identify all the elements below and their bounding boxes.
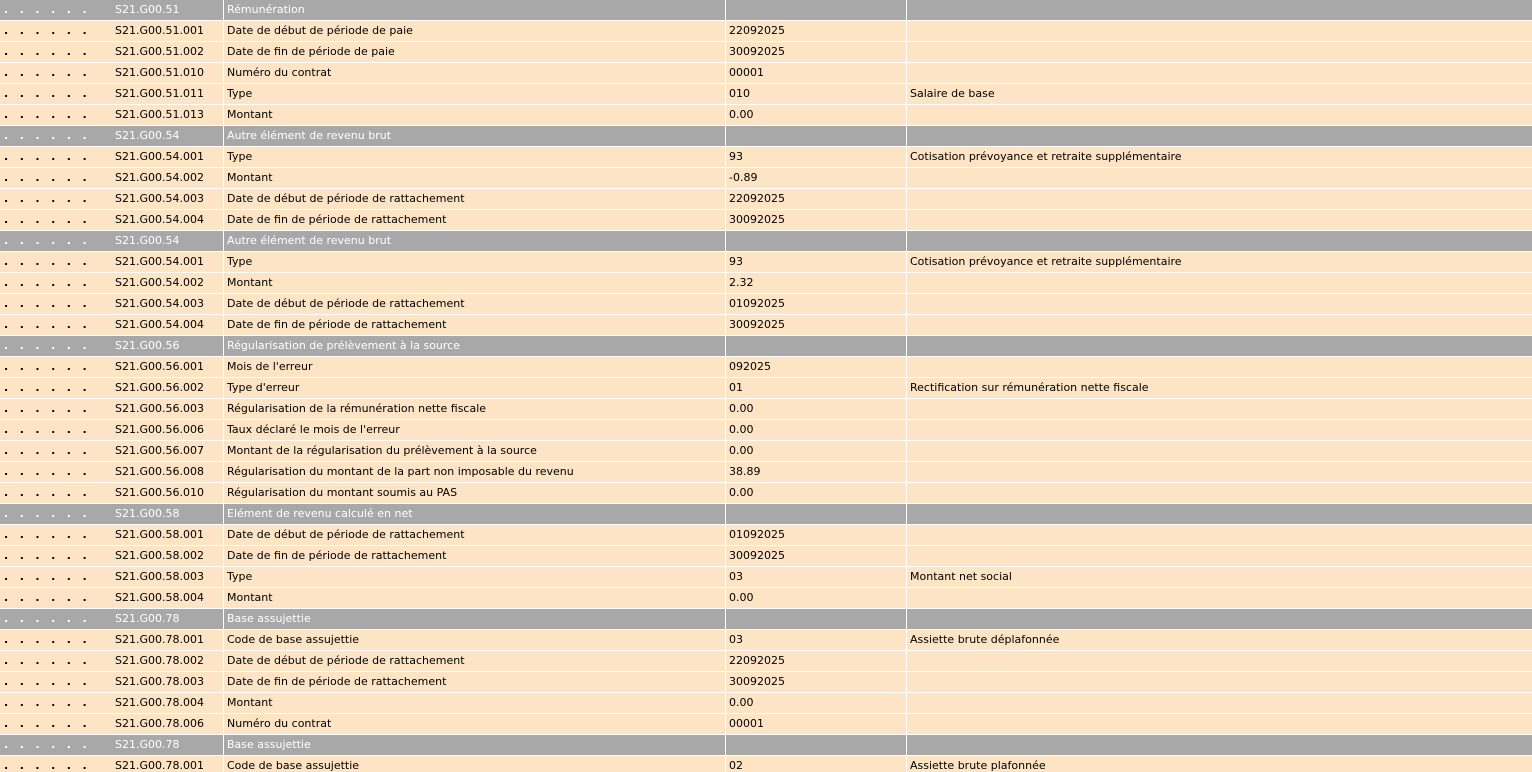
rubric-label: Type	[223, 567, 725, 587]
rubric-value-description	[906, 504, 1532, 524]
row-level-dots: . . . . . .	[4, 654, 87, 667]
rubric-code: S21.G00.56.006	[115, 423, 204, 436]
rubric-code: S21.G00.54	[115, 129, 180, 142]
rubric-code: S21.G00.54.001	[115, 150, 204, 163]
rubric-label: Rémunération	[223, 0, 725, 20]
rubric-value-description	[906, 735, 1532, 755]
row-level-dots: . . . . . .	[4, 549, 87, 562]
group-header-row[interactable]	[0, 504, 1532, 524]
table-row[interactable]	[0, 630, 1532, 650]
rubric-label: Mois de l'erreur	[223, 357, 725, 377]
rubric-value: 092025	[725, 357, 906, 377]
rubric-value-description: Cotisation prévoyance et retraite supplémentaire	[906, 252, 1532, 272]
rubric-value: 22092025	[725, 21, 906, 41]
rubric-label: Montant	[223, 168, 725, 188]
row-level-dots: . . . . . .	[4, 276, 87, 289]
row-level-dots: . . . . . .	[4, 570, 87, 583]
rubric-label: Date de début de période de rattachement	[223, 651, 725, 671]
table-row[interactable]	[0, 483, 1532, 503]
row-level-dots: . . . . . .	[4, 675, 87, 688]
table-row[interactable]	[0, 210, 1532, 230]
rubric-value: 01	[725, 378, 906, 398]
rubric-code: S21.G00.54.002	[115, 171, 204, 184]
rubric-code: S21.G00.51.013	[115, 108, 204, 121]
rubric-label: Code de base assujettie	[223, 630, 725, 650]
rubric-code: S21.G00.58.004	[115, 591, 204, 604]
table-row[interactable]	[0, 84, 1532, 104]
rubric-label: Montant	[223, 273, 725, 293]
rubric-label: Date de fin de période de rattachement	[223, 546, 725, 566]
rubric-code: S21.G00.56.003	[115, 402, 204, 415]
rubric-code: S21.G00.51.011	[115, 87, 204, 100]
rubric-label: Montant	[223, 588, 725, 608]
table-row[interactable]	[0, 420, 1532, 440]
row-level-dots: . . . . . .	[4, 129, 87, 142]
table-row[interactable]	[0, 273, 1532, 293]
rubric-value: 0.00	[725, 588, 906, 608]
rubric-value-description	[906, 714, 1532, 734]
rubric-label: Régularisation du montant de la part non imposable du revenu	[223, 462, 725, 482]
table-row[interactable]	[0, 378, 1532, 398]
table-row[interactable]	[0, 63, 1532, 83]
rubric-value: 0.00	[725, 693, 906, 713]
table-row[interactable]	[0, 21, 1532, 41]
rubric-value-description	[906, 126, 1532, 146]
rubric-code: S21.G00.54.001	[115, 255, 204, 268]
rubric-label: Code de base assujettie	[223, 756, 725, 772]
rubric-code: S21.G00.54	[115, 234, 180, 247]
rubric-label: Régularisation de la rémunération nette fiscale	[223, 399, 725, 419]
rubric-value-description	[906, 210, 1532, 230]
rubric-value	[725, 0, 906, 20]
row-level-dots: . . . . . .	[4, 24, 87, 37]
rubric-code: S21.G00.78.003	[115, 675, 204, 688]
table-row[interactable]	[0, 462, 1532, 482]
table-row[interactable]	[0, 441, 1532, 461]
rubric-code: S21.G00.51.002	[115, 45, 204, 58]
rubric-code: S21.G00.56	[115, 339, 180, 352]
rubric-value-description	[906, 693, 1532, 713]
rubric-value	[725, 735, 906, 755]
row-level-dots: . . . . . .	[4, 150, 87, 163]
row-level-dots: . . . . . .	[4, 318, 87, 331]
rubric-value: 30092025	[725, 210, 906, 230]
rubric-value: 38.89	[725, 462, 906, 482]
row-level-dots: . . . . . .	[4, 759, 87, 772]
row-level-dots: . . . . . .	[4, 402, 87, 415]
rubric-label: Type d'erreur	[223, 378, 725, 398]
row-level-dots: . . . . . .	[4, 633, 87, 646]
row-level-dots: . . . . . .	[4, 360, 87, 373]
row-level-dots: . . . . . .	[4, 3, 87, 16]
rubric-label: Type	[223, 252, 725, 272]
row-level-dots: . . . . . .	[4, 591, 87, 604]
rubric-label: Autre élément de revenu brut	[223, 126, 725, 146]
rubric-value-description	[906, 651, 1532, 671]
rubric-value-description	[906, 399, 1532, 419]
rubric-label: Régularisation de prélèvement à la source	[223, 336, 725, 356]
rubric-value: 010	[725, 84, 906, 104]
rubric-value	[725, 126, 906, 146]
rubric-value-description	[906, 21, 1532, 41]
rubric-code: S21.G00.78	[115, 738, 180, 751]
rubric-value-description	[906, 273, 1532, 293]
rubric-value: 03	[725, 567, 906, 587]
row-level-dots: . . . . . .	[4, 213, 87, 226]
row-level-dots: . . . . . .	[4, 738, 87, 751]
rubric-value	[725, 504, 906, 524]
row-level-dots: . . . . . .	[4, 486, 87, 499]
rubric-value: -0.89	[725, 168, 906, 188]
rubric-code: S21.G00.51.010	[115, 66, 204, 79]
table-row[interactable]	[0, 693, 1532, 713]
rubric-label: Date de début de période de rattachement	[223, 294, 725, 314]
rubric-code: S21.G00.51	[115, 3, 180, 16]
rubric-label: Date de fin de période de rattachement	[223, 672, 725, 692]
rubric-label: Numéro du contrat	[223, 63, 725, 83]
rubric-code: S21.G00.51.001	[115, 24, 204, 37]
rubric-value-description: Assiette brute déplafonnée	[906, 630, 1532, 650]
rubric-code: S21.G00.78.001	[115, 633, 204, 646]
table-row[interactable]	[0, 315, 1532, 335]
rubric-value-description: Salaire de base	[906, 84, 1532, 104]
rubric-value: 0.00	[725, 420, 906, 440]
rubric-code: S21.G00.54.003	[115, 297, 204, 310]
group-header-row[interactable]	[0, 609, 1532, 629]
group-header-row[interactable]	[0, 0, 1532, 20]
row-level-dots: . . . . . .	[4, 423, 87, 436]
rubric-value: 0.00	[725, 441, 906, 461]
row-level-dots: . . . . . .	[4, 255, 87, 268]
table-row[interactable]	[0, 42, 1532, 62]
rubric-code: S21.G00.56.010	[115, 486, 204, 499]
rubric-value-description	[906, 546, 1532, 566]
table-row[interactable]	[0, 105, 1532, 125]
rubric-value-description	[906, 441, 1532, 461]
rubric-code: S21.G00.54.004	[115, 213, 204, 226]
rubric-value: 30092025	[725, 315, 906, 335]
table-row[interactable]	[0, 567, 1532, 587]
table-row[interactable]	[0, 189, 1532, 209]
row-level-dots: . . . . . .	[4, 66, 87, 79]
rubric-value-description: Montant net social	[906, 567, 1532, 587]
table-row[interactable]	[0, 147, 1532, 167]
rubric-value-description	[906, 315, 1532, 335]
rubric-label: Date de début de période de paie	[223, 21, 725, 41]
row-level-dots: . . . . . .	[4, 717, 87, 730]
rubric-value: 0.00	[725, 105, 906, 125]
rubric-label: Type	[223, 84, 725, 104]
rubric-value-description	[906, 462, 1532, 482]
group-header-row[interactable]	[0, 231, 1532, 251]
rubric-label: Elément de revenu calculé en net	[223, 504, 725, 524]
table-row[interactable]	[0, 357, 1532, 377]
rubric-value: 30092025	[725, 546, 906, 566]
rubric-value-description: Rectification sur rémunération nette fiscale	[906, 378, 1532, 398]
rubric-label: Date de début de période de rattachement	[223, 525, 725, 545]
table-row[interactable]	[0, 525, 1532, 545]
rubric-label: Date de fin de période de paie	[223, 42, 725, 62]
table-row[interactable]	[0, 672, 1532, 692]
rubric-label: Numéro du contrat	[223, 714, 725, 734]
rubric-code: S21.G00.78.006	[115, 717, 204, 730]
row-level-dots: . . . . . .	[4, 339, 87, 352]
rubric-label: Date de fin de période de rattachement	[223, 210, 725, 230]
rubric-value	[725, 336, 906, 356]
rubric-value: 30092025	[725, 672, 906, 692]
rubric-value-description: Cotisation prévoyance et retraite supplémentaire	[906, 147, 1532, 167]
row-level-dots: . . . . . .	[4, 612, 87, 625]
table-row[interactable]	[0, 546, 1532, 566]
rubric-value: 00001	[725, 714, 906, 734]
rubric-value: 2.32	[725, 273, 906, 293]
rubric-code: S21.G00.78	[115, 612, 180, 625]
row-level-dots: . . . . . .	[4, 297, 87, 310]
row-level-dots: . . . . . .	[4, 696, 87, 709]
row-level-dots: . . . . . .	[4, 234, 87, 247]
rubric-code: S21.G00.56.008	[115, 465, 204, 478]
rubric-value: 00001	[725, 63, 906, 83]
row-level-dots: . . . . . .	[4, 444, 87, 457]
rubric-label: Taux déclaré le mois de l'erreur	[223, 420, 725, 440]
rubric-code: S21.G00.78.001	[115, 759, 204, 772]
rubric-label: Base assujettie	[223, 735, 725, 755]
rubric-value-description	[906, 672, 1532, 692]
rubric-label: Régularisation du montant soumis au PAS	[223, 483, 725, 503]
rubric-value: 01092025	[725, 525, 906, 545]
rubric-value: 02	[725, 756, 906, 772]
table-row[interactable]	[0, 399, 1532, 419]
table-row[interactable]	[0, 294, 1532, 314]
rubric-value-description	[906, 63, 1532, 83]
rubric-value-description	[906, 357, 1532, 377]
row-level-dots: . . . . . .	[4, 528, 87, 541]
rubric-code: S21.G00.58	[115, 507, 180, 520]
rubric-value: 93	[725, 252, 906, 272]
rubric-value-description	[906, 0, 1532, 20]
rubric-value-description	[906, 525, 1532, 545]
rubric-value: 0.00	[725, 399, 906, 419]
rubric-value-description	[906, 105, 1532, 125]
rubric-value-description	[906, 420, 1532, 440]
row-level-dots: . . . . . .	[4, 192, 87, 205]
rubric-code: S21.G00.78.002	[115, 654, 204, 667]
row-level-dots: . . . . . .	[4, 108, 87, 121]
row-level-dots: . . . . . .	[4, 87, 87, 100]
rubric-value-description	[906, 231, 1532, 251]
rubric-label: Date de fin de période de rattachement	[223, 315, 725, 335]
rubric-code: S21.G00.78.004	[115, 696, 204, 709]
table-row[interactable]	[0, 252, 1532, 272]
rubric-code: S21.G00.58.002	[115, 549, 204, 562]
rubric-value: 22092025	[725, 189, 906, 209]
rubric-label: Autre élément de revenu brut	[223, 231, 725, 251]
row-level-dots: . . . . . .	[4, 171, 87, 184]
rubric-code: S21.G00.54.003	[115, 192, 204, 205]
rubric-label: Base assujettie	[223, 609, 725, 629]
table-row[interactable]	[0, 714, 1532, 734]
rubric-value	[725, 609, 906, 629]
table-row[interactable]	[0, 588, 1532, 608]
rubric-value-description	[906, 42, 1532, 62]
rubric-value-description	[906, 189, 1532, 209]
rubric-code: S21.G00.56.007	[115, 444, 204, 457]
group-header-row[interactable]	[0, 735, 1532, 755]
rubric-code: S21.G00.56.002	[115, 381, 204, 394]
table-row[interactable]	[0, 756, 1532, 772]
rubric-label: Montant	[223, 693, 725, 713]
rubric-value-description	[906, 294, 1532, 314]
rubric-value-description	[906, 588, 1532, 608]
group-header-row[interactable]	[0, 126, 1532, 146]
rubric-value-description	[906, 609, 1532, 629]
rubric-value-description: Assiette brute plafonnée	[906, 756, 1532, 772]
rubric-value: 93	[725, 147, 906, 167]
rubric-value: 01092025	[725, 294, 906, 314]
table-row[interactable]	[0, 651, 1532, 671]
rubric-label: Montant	[223, 105, 725, 125]
row-level-dots: . . . . . .	[4, 381, 87, 394]
rubric-value: 03	[725, 630, 906, 650]
row-level-dots: . . . . . .	[4, 45, 87, 58]
rubric-code: S21.G00.58.003	[115, 570, 204, 583]
rubric-value-description	[906, 336, 1532, 356]
group-header-row[interactable]	[0, 336, 1532, 356]
row-level-dots: . . . . . .	[4, 507, 87, 520]
rubric-value: 22092025	[725, 651, 906, 671]
rubric-code: S21.G00.58.001	[115, 528, 204, 541]
rubric-label: Montant de la régularisation du prélèvement à la source	[223, 441, 725, 461]
rubric-code: S21.G00.54.002	[115, 276, 204, 289]
table-row[interactable]	[0, 168, 1532, 188]
rubric-label: Date de début de période de rattachement	[223, 189, 725, 209]
rubric-value-description	[906, 168, 1532, 188]
rubric-value-description	[906, 483, 1532, 503]
rubric-code: S21.G00.54.004	[115, 318, 204, 331]
rubric-value	[725, 231, 906, 251]
row-level-dots: . . . . . .	[4, 465, 87, 478]
rubric-value: 30092025	[725, 42, 906, 62]
rubric-label: Type	[223, 147, 725, 167]
rubric-value: 0.00	[725, 483, 906, 503]
rubric-code: S21.G00.56.001	[115, 360, 204, 373]
